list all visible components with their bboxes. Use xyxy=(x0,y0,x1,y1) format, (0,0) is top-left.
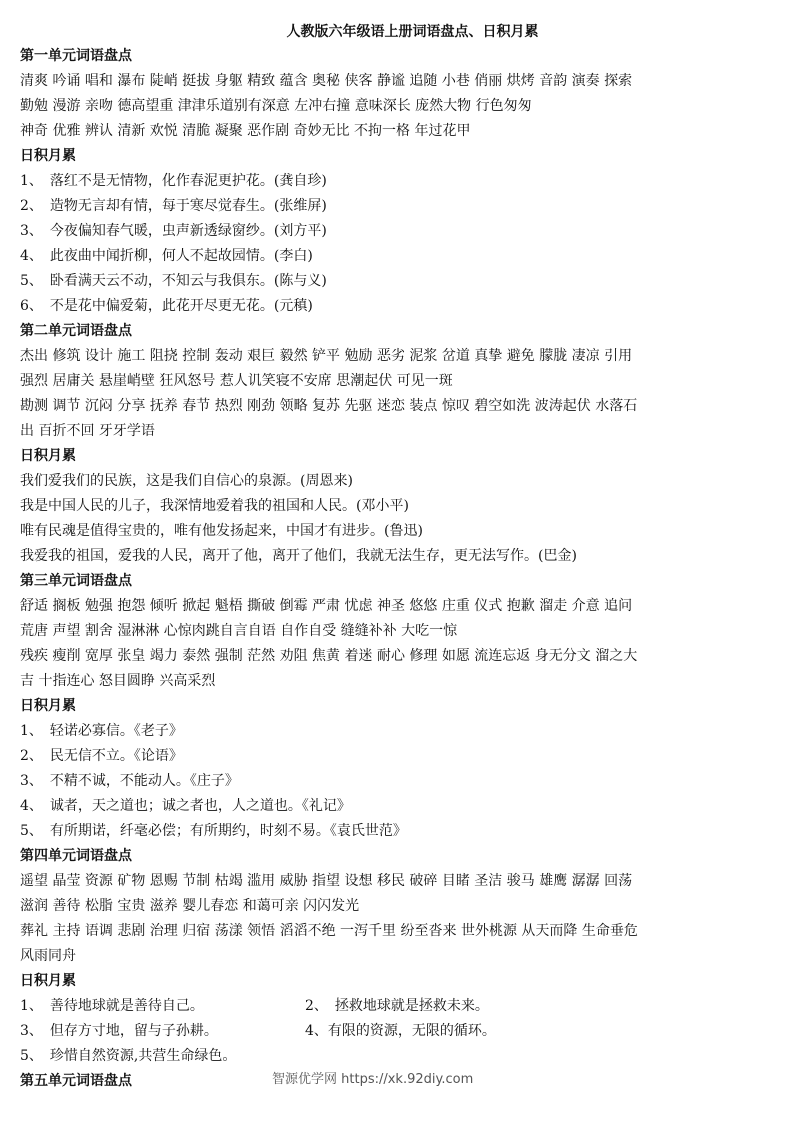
unit-3-words-line: 荒唐 声望 割舍 湿淋淋 心惊肉跳自言自语 自作自受 缝缝补补 大吃一惊 xyxy=(20,623,458,639)
unit-4-rjyl-pair xyxy=(20,1019,775,1044)
unit-3-rjyl-item: 4、 诚者，天之道也；诚之者也，人之道也。《礼记》 xyxy=(20,798,351,814)
unit-2-rjyl-heading: 日积月累 xyxy=(20,448,76,464)
unit-1-rjyl-item: 2、 造物无言却有情，每于寒尽觉春生。(张维屏) xyxy=(20,198,327,214)
unit-1-rjyl-item: 1、 落红不是无情物，化作春泥更护花。(龚自珍) xyxy=(20,173,327,189)
unit-1-rjyl-heading: 日积月累 xyxy=(20,148,76,164)
unit-3-rjyl-item: 3、 不精不诚，不能动人。《庄子》 xyxy=(20,773,239,789)
unit-3-rjyl-item: 5、 有所期诺，纤毫必偿；有所期约，时刻不易。《袁氏世范》 xyxy=(20,823,407,839)
unit-4-rjyl-item: 2、 拯救地球就是拯救未来。 xyxy=(305,998,489,1014)
unit-2-rjyl-item: 唯有民魂是值得宝贵的，唯有他发扬起来，中国才有进步。(鲁迅) xyxy=(20,523,423,539)
unit-4-rjyl-item: 4、有限的资源，无限的循环。 xyxy=(305,1023,496,1039)
unit-1-words-line: 勤勉 漫游 亲吻 德高望重 津津乐道别有深意 左冲右撞 意味深长 庞然大物 行色匆匆 xyxy=(20,98,532,114)
unit-4-words-line: 风雨同舟 xyxy=(20,948,76,964)
unit-3-words-line: 吉 十指连心 怒目圆睁 兴高采烈 xyxy=(20,673,216,689)
unit-1-words-line: 清爽 吟诵 唱和 瀑布 陡峭 挺拔 身躯 精致 蕴含 奥秘 侠客 静谧 追随 小巷 俏丽 烘烤 音韵 演奏 探索 xyxy=(20,73,633,89)
unit-2-words-line: 出 百折不回 牙牙学语 xyxy=(20,423,155,439)
unit-2-words-line: 勘测 调节 沉闷 分享 抚养 春节 热烈 刚劲 领略 复苏 先驱 迷恋 装点 惊叹 碧空如洗 波涛起伏 水落石 xyxy=(20,398,638,414)
unit-1-words-line: 神奇 优雅 辨认 清新 欢悦 清脆 凝聚 恶作剧 奇妙无比 不拘一格 年过花甲 xyxy=(20,123,471,139)
unit-2-rjyl-item: 我是中国人民的儿子，我深情地爱着我的祖国和人民。(邓小平) xyxy=(20,498,409,514)
unit-4-words-line: 滋润 善待 松脂 宝贵 滋养 婴儿春恋 和蔼可亲 闪闪发光 xyxy=(20,898,360,914)
unit-2-words-line: 杰出 修筑 设计 施工 阻挠 控制 轰动 艰巨 毅然 铲平 勉励 恶劣 泥浆 岔道 真挚 避免 朦胧 凄凉 引用 xyxy=(20,348,633,364)
unit-2-words-line: 强烈 居庸关 悬崖峭壁 狂风怒号 惹人讥笑寝不安席 思潮起伏 可见一斑 xyxy=(20,373,453,389)
unit-1-rjyl-item: 4、 此夜曲中闻折柳，何人不起故园情。(李白) xyxy=(20,248,313,264)
unit-4-rjyl-pair xyxy=(20,994,775,1019)
unit-2-rjyl-item: 我爱我的祖国，爱我的人民，离开了他，离开了他们，我就无法生存，更无法写作。(巴金) xyxy=(20,548,577,564)
unit-3-rjyl-item: 1、 轻诺必寡信。《老子》 xyxy=(20,723,183,739)
unit-2-heading: 第二单元词语盘点 xyxy=(20,323,132,339)
unit-3-rjyl-heading: 日积月累 xyxy=(20,698,76,714)
unit-1-rjyl-item: 5、 卧看满天云不动，不知云与我俱东。(陈与义) xyxy=(20,273,327,289)
unit-3-rjyl-item: 2、 民无信不立。《论语》 xyxy=(20,748,183,764)
footer-watermark: 智源优学网 https://xk.92diy.com xyxy=(272,1072,474,1087)
unit-4-rjyl-item: 3、 但存方寸地，留与子孙耕。 xyxy=(20,1023,218,1039)
unit-2-rjyl-item: 我们爱我们的民族，这是我们自信心的泉源。(周恩来) xyxy=(20,473,353,489)
unit-4-rjyl-item: 1、 善待地球就是善待自己。 xyxy=(20,998,204,1014)
unit-3-heading: 第三单元词语盘点 xyxy=(20,573,132,589)
unit-4-rjyl-item: 5、 珍惜自然资源,共营生命绿色。 xyxy=(20,1048,237,1064)
unit-4-rjyl-heading: 日积月累 xyxy=(20,973,76,989)
unit-3-words-line: 残疾 瘦削 宽厚 张皇 竭力 泰然 强制 茫然 劝阻 焦黄 着迷 耐心 修理 如愿 流连忘返 身无分文 溜之大 xyxy=(20,648,638,664)
unit-3-words-line: 舒适 搁板 勉强 抱怨 倾听 掀起 魁梧 撕破 倒霉 严肃 忧虑 神圣 悠悠 庄重 仪式 抱歉 溜走 介意 追问 xyxy=(20,598,633,614)
document-title: 人教版六年级语上册词语盘点、日积月累 xyxy=(286,24,539,40)
unit-5-heading: 第五单元词语盘点 xyxy=(20,1073,132,1089)
unit-4-words-line: 遥望 晶莹 资源 矿物 恩赐 节制 枯竭 滥用 威胁 指望 设想 移民 破碎 目睹 圣洁 骏马 雄鹰 潺潺 回荡 xyxy=(20,873,633,889)
unit-4-heading: 第四单元词语盘点 xyxy=(20,848,132,864)
unit-1-rjyl-item: 6、 不是花中偏爱菊，此花开尽更无花。(元稹) xyxy=(20,298,313,314)
document-page xyxy=(20,20,775,1094)
unit-1-heading: 第一单元词语盘点 xyxy=(20,48,132,64)
unit-4-words-line: 葬礼 主持 语调 悲剧 治理 归宿 荡漾 领悟 滔滔不绝 一泻千里 纷至沓来 世外桃源 从天而降 生命垂危 xyxy=(20,923,638,939)
unit-1-rjyl-item: 3、 今夜偏知春气暖，虫声新透绿窗纱。(刘方平) xyxy=(20,223,327,239)
